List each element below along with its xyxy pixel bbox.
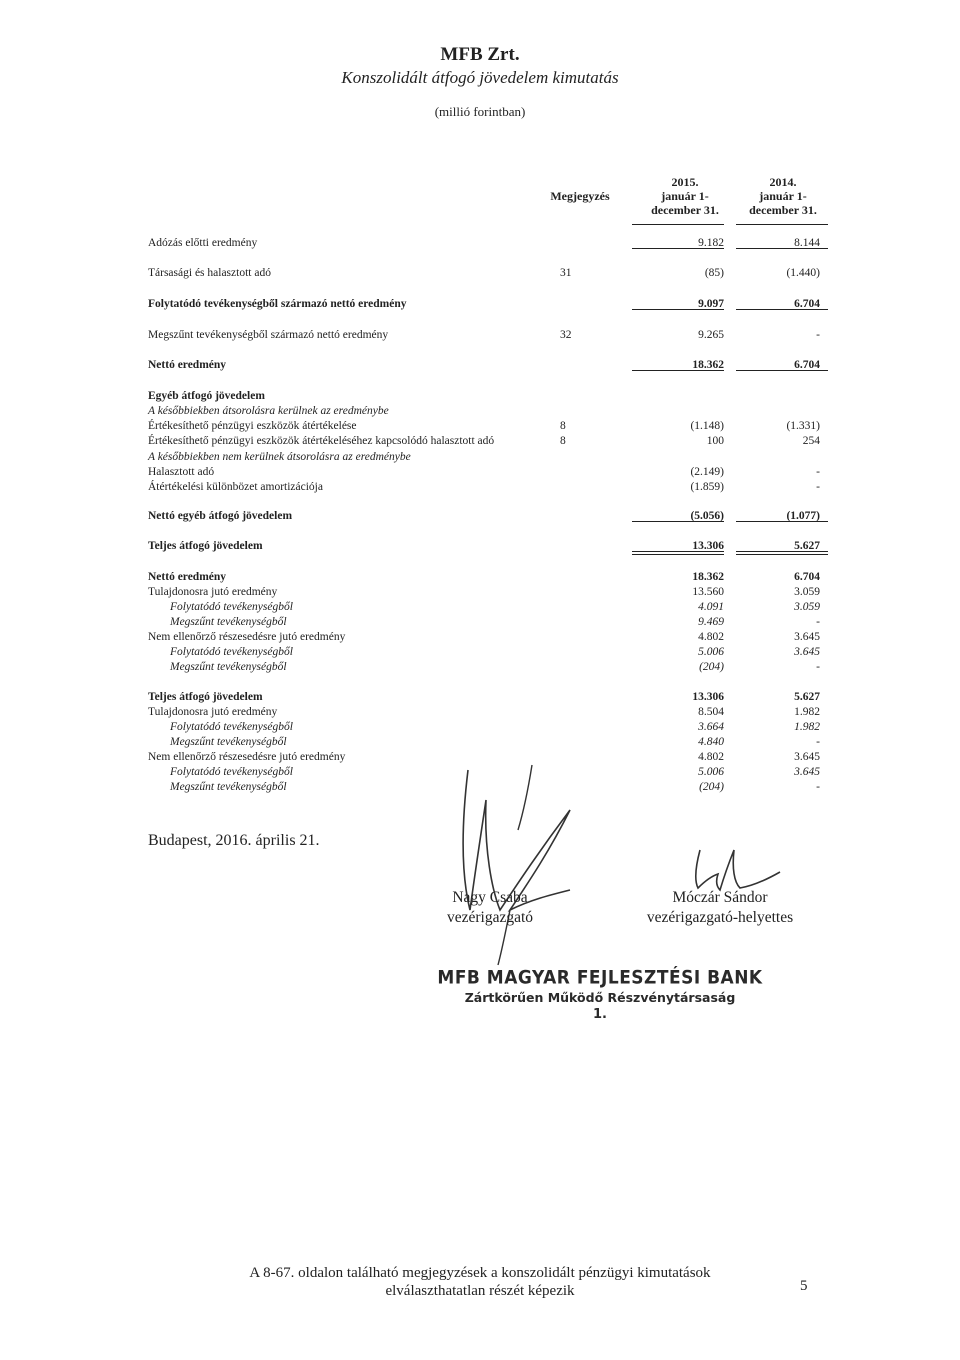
page-number: 5 bbox=[800, 1278, 808, 1294]
company-name: MFB Zrt. bbox=[440, 44, 520, 65]
row-value-2014: - bbox=[816, 329, 820, 341]
table-row bbox=[148, 328, 828, 343]
row-value-2014: 1.982 bbox=[794, 706, 820, 718]
row-note: 8 bbox=[560, 420, 566, 432]
row-value-2014: - bbox=[816, 661, 820, 673]
double-rule bbox=[736, 551, 828, 555]
row-label: A későbbiekben átsorolásra kerülnek az eredménybe bbox=[148, 405, 389, 417]
row-value-2015: 9.182 bbox=[698, 237, 724, 249]
row-label: Társasági és halasztott adó bbox=[148, 267, 271, 279]
row-label: Megszűnt tevékenységből bbox=[170, 736, 287, 748]
row-value-2015: (5.056) bbox=[690, 510, 724, 522]
row-value-2014: 5.627 bbox=[794, 540, 820, 552]
table-row bbox=[148, 570, 828, 585]
row-value-2015: (204) bbox=[699, 781, 724, 793]
rule bbox=[736, 309, 828, 310]
double-rule bbox=[632, 551, 724, 555]
row-value-2014: 3.645 bbox=[794, 766, 820, 778]
row-value-2015: 9.097 bbox=[698, 298, 724, 310]
row-value-2014: - bbox=[816, 736, 820, 748]
stamp-line-3: 1. bbox=[593, 1007, 607, 1022]
footer-line-2: elválaszthatatlan részét képezik bbox=[385, 1283, 575, 1299]
table-row bbox=[148, 389, 828, 404]
row-value-2015: 9.469 bbox=[698, 616, 724, 628]
table-row bbox=[148, 660, 828, 675]
row-value-2015: (85) bbox=[704, 267, 724, 279]
row-value-2015: 13.560 bbox=[692, 586, 724, 598]
table-row bbox=[148, 297, 828, 312]
table-row bbox=[148, 600, 828, 615]
header-2015-year: 2015. bbox=[671, 175, 699, 189]
header-underline-2015 bbox=[632, 224, 724, 225]
row-label: Tulajdonosra jutó eredmény bbox=[148, 706, 278, 718]
row-value-2015: 18.362 bbox=[692, 571, 724, 583]
table-row bbox=[148, 450, 828, 465]
table-row bbox=[148, 720, 828, 735]
row-value-2014: 3.645 bbox=[794, 751, 820, 763]
table-row bbox=[148, 690, 828, 705]
row-label: A későbbiekben nem kerülnek átsorolásra az eredménybe bbox=[148, 451, 411, 463]
row-label: Megszűnt tevékenységből bbox=[170, 781, 287, 793]
row-label: Megszűnt tevékenységből bbox=[170, 616, 287, 628]
table-row bbox=[148, 465, 828, 480]
table-row bbox=[148, 419, 828, 434]
row-value-2015: 9.265 bbox=[698, 329, 724, 341]
row-value-2014: (1.077) bbox=[786, 510, 820, 522]
row-value-2015: 5.006 bbox=[698, 766, 724, 778]
row-note: 32 bbox=[560, 329, 572, 341]
row-value-2015: (1.148) bbox=[690, 420, 724, 432]
row-label: Folytatódó tevékenységből bbox=[170, 601, 293, 613]
rule bbox=[736, 370, 828, 371]
rule bbox=[632, 370, 724, 371]
row-value-2015: 8.504 bbox=[698, 706, 724, 718]
row-value-2015: 100 bbox=[706, 435, 724, 447]
row-value-2014: 6.704 bbox=[794, 571, 820, 583]
row-value-2015: 4.091 bbox=[698, 601, 724, 613]
statement-title: Konszolidált átfogó jövedelem kimutatás bbox=[341, 68, 619, 87]
row-value-2014: 3.059 bbox=[794, 586, 820, 598]
row-value-2015: 3.664 bbox=[698, 721, 724, 733]
signer-1-title: vezérigazgató bbox=[446, 909, 534, 926]
row-value-2014: - bbox=[816, 616, 820, 628]
row-value-2014: 3.059 bbox=[794, 601, 820, 613]
table-row bbox=[148, 404, 828, 419]
row-label: Folytatódó tevékenységből bbox=[170, 721, 293, 733]
place-and-date: Budapest, 2016. április 21. bbox=[148, 832, 320, 849]
row-label: Folytatódó tevékenységből bbox=[170, 766, 293, 778]
table-row bbox=[148, 615, 828, 630]
row-value-2015: 4.802 bbox=[698, 751, 724, 763]
rule bbox=[632, 248, 724, 249]
table-row bbox=[148, 735, 828, 750]
company-stamp bbox=[400, 968, 800, 1022]
signer-2-title: vezérigazgató-helyettes bbox=[646, 909, 794, 926]
row-label: Halasztott adó bbox=[148, 466, 215, 478]
row-value-2014: 5.627 bbox=[794, 691, 820, 703]
stamp-line-2: Zártkörűen Működő Részvénytársaság bbox=[464, 990, 736, 1005]
row-note: 8 bbox=[560, 435, 566, 447]
row-value-2014: (1.331) bbox=[786, 420, 820, 432]
row-label: Folytatódó tevékenységből származó nettó eredmény bbox=[148, 298, 407, 310]
column-header-note: Megjegyzés bbox=[550, 189, 610, 203]
row-value-2015: 13.306 bbox=[692, 691, 724, 703]
row-value-2015: 4.802 bbox=[698, 631, 724, 643]
row-value-2014: - bbox=[816, 466, 820, 478]
row-label: Megszűnt tevékenységből bbox=[170, 661, 287, 673]
rule bbox=[736, 521, 828, 522]
row-value-2014: (1.440) bbox=[786, 267, 820, 279]
row-value-2015: (204) bbox=[699, 661, 724, 673]
row-value-2015: 18.362 bbox=[692, 359, 724, 371]
row-note: 31 bbox=[560, 267, 572, 279]
header-2015-to: december 31. bbox=[651, 203, 719, 217]
currency-unit: (millió forintban) bbox=[434, 104, 526, 119]
row-value-2014: - bbox=[816, 781, 820, 793]
row-value-2014: - bbox=[816, 481, 820, 493]
table-row bbox=[148, 630, 828, 645]
column-header-2015 bbox=[630, 175, 740, 217]
row-label: Értékesíthető pénzügyi eszközök átértékelése bbox=[148, 420, 357, 432]
row-label: Egyéb átfogó jövedelem bbox=[148, 390, 265, 402]
footer-line-1: A 8-67. oldalon található megjegyzések a konszolidált pénzügyi kimutatások bbox=[249, 1265, 711, 1281]
row-value-2014: 6.704 bbox=[794, 298, 820, 310]
table-row bbox=[148, 645, 828, 660]
table-row bbox=[148, 509, 828, 524]
row-value-2014: 3.645 bbox=[794, 631, 820, 643]
row-value-2014: 254 bbox=[802, 435, 820, 447]
table-row bbox=[148, 236, 828, 251]
row-label: Nettó eredmény bbox=[148, 571, 227, 583]
row-value-2015: 5.006 bbox=[698, 646, 724, 658]
signer-1-name: Nagy Csaba bbox=[452, 889, 528, 906]
table-row bbox=[148, 539, 828, 554]
rule bbox=[632, 521, 724, 522]
row-value-2015: (2.149) bbox=[690, 466, 724, 478]
row-label: Nettó eredmény bbox=[148, 359, 227, 371]
table-row bbox=[148, 705, 828, 720]
header-2015-from: január 1- bbox=[661, 189, 709, 203]
row-label: Megszűnt tevékenységből származó nettó eredmény bbox=[148, 329, 389, 341]
column-header-2014 bbox=[728, 175, 838, 217]
rule bbox=[632, 309, 724, 310]
signer-1 bbox=[410, 888, 570, 928]
footer-note bbox=[200, 1264, 760, 1300]
row-value-2014: 1.982 bbox=[794, 721, 820, 733]
stamp-line-1: MFB MAGYAR FEJLESZTÉSI BANK bbox=[437, 967, 763, 989]
row-label: Nem ellenőrző részesedésre jutó eredmény bbox=[148, 751, 346, 763]
row-value-2014: 6.704 bbox=[794, 359, 820, 371]
signature-nagy-csaba bbox=[440, 760, 590, 970]
table-row bbox=[148, 585, 828, 600]
rule bbox=[736, 248, 828, 249]
row-value-2015: 13.306 bbox=[692, 540, 724, 552]
row-label: Nem ellenőrző részesedésre jutó eredmény bbox=[148, 631, 346, 643]
table-row bbox=[148, 434, 828, 449]
table-row bbox=[148, 480, 828, 495]
table-row bbox=[148, 358, 828, 373]
header-2014-year: 2014. bbox=[769, 175, 797, 189]
header-2014-from: január 1- bbox=[759, 189, 807, 203]
row-label: Folytatódó tevékenységből bbox=[170, 646, 293, 658]
row-label: Adózás előtti eredmény bbox=[148, 237, 258, 249]
row-label: Átértékelési különbözet amortizációja bbox=[148, 481, 323, 493]
row-label: Tulajdonosra jutó eredmény bbox=[148, 586, 278, 598]
row-label: Nettó egyéb átfogó jövedelem bbox=[148, 510, 293, 522]
signer-2-name: Móczár Sándor bbox=[672, 889, 768, 906]
row-label: Értékesíthető pénzügyi eszközök átértékeléséhez kapcsolódó halasztott adó bbox=[148, 435, 495, 447]
row-label: Teljes átfogó jövedelem bbox=[148, 691, 263, 703]
table-row bbox=[148, 266, 828, 281]
row-value-2014: 8.144 bbox=[794, 237, 820, 249]
row-value-2015: (1.859) bbox=[690, 481, 724, 493]
header-2014-to: december 31. bbox=[749, 203, 817, 217]
row-value-2014: 3.645 bbox=[794, 646, 820, 658]
signer-2 bbox=[620, 888, 820, 928]
row-value-2015: 4.840 bbox=[698, 736, 724, 748]
row-label: Teljes átfogó jövedelem bbox=[148, 540, 263, 552]
header-underline-2014 bbox=[736, 224, 828, 225]
